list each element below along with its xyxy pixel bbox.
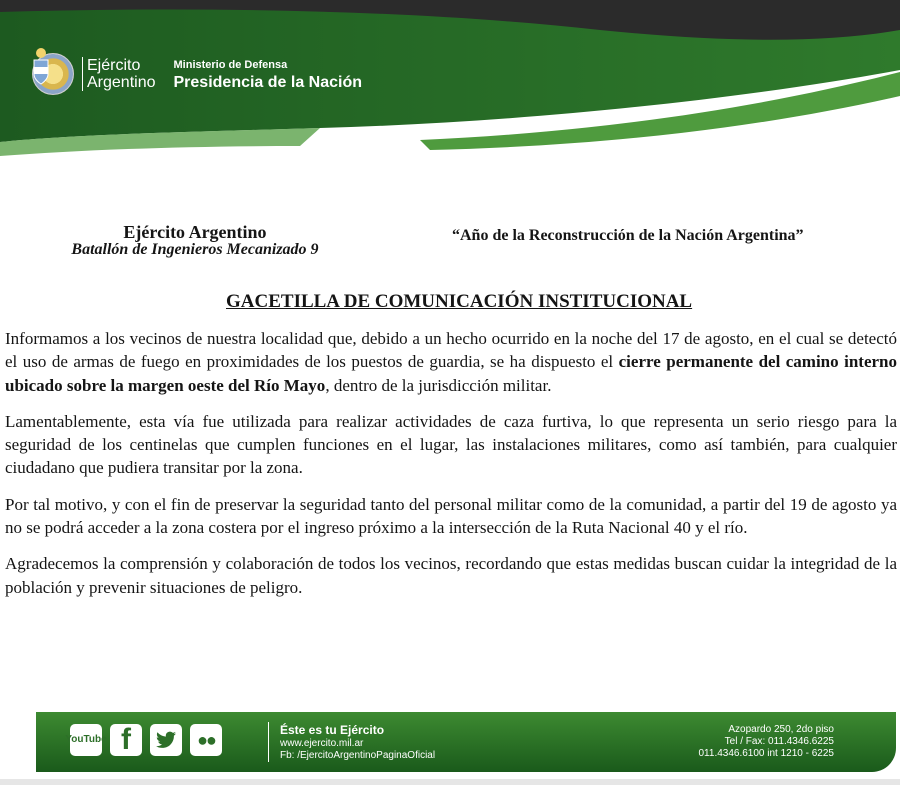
footer-address-block [699,724,835,760]
issuing-unit [50,224,340,258]
letterhead-banner [0,0,900,170]
footer-address: Azopardo 250, 2do piso [728,724,834,735]
footer-contact [280,724,435,762]
unit-subunit: Batallón de Ingenieros Mecanizado 9 [71,241,319,258]
ministry-text [174,56,363,92]
document-body [5,327,897,612]
youtube-icon-line2: Tube [83,734,107,745]
paragraph-1-text-b: , dentro de la jurisdicción militar. [325,375,552,395]
army-wordmark-line1: Ejército [87,57,141,74]
twitter-bird-icon [154,728,178,752]
footer-phone: 011.4346.6100 int 1210 - 6225 [698,748,834,759]
social-icons [65,723,222,756]
paragraph-3: Por tal motivo, y con el fin de preservar la seguridad tanto del personal militar como de la comunidad, a partir del 19 de agosto ya no se podrá acceder a la zona costera por el ingreso próximo a la intersección de la Ruta Nacional 40 y el río. [5,494,897,538]
footer-facebook-page[interactable]: Fb: /EjercitoArgentinoPaginaOficial [280,750,436,761]
twitter-icon[interactable] [150,724,182,756]
army-wordmark-line2: Argentino [87,74,156,91]
paragraph-1-text-a: Informamos a los vecinos de nuestra localidad que, debido a un hecho ocurrido en la noche del 17 de agosto, en el cual se detectó el uso de armas de fuego en proximidades de los puestos de guardia, se ha dispuesto el [5,329,897,372]
paragraph-4: Agradecemos la comprensión y colaboración de todos los vecinos, recordando que estas medidas buscan cuidar la integridad de la población y prevenir situaciones de peligro. [5,554,897,597]
national-shield-icon [32,46,50,86]
document-title: GACETILLA DE COMUNICACIÓN INSTITUCIONAL [226,291,693,312]
page-bottom-edge [0,779,900,785]
youtube-icon-line1: You [65,734,84,745]
footer-banner [36,712,896,772]
flickr-icon[interactable]: ●● [190,724,222,756]
facebook-icon[interactable]: f [110,724,142,756]
footer-divider [268,722,269,762]
paragraph-2: Lamentablemente, esta vía fue utilizada para realizar actividades de caza furtiva, lo que representa un serio riesgo para la seguridad de los centinelas que cumplen funciones en el lugar, las instalaciones militares, como así también, para cualquier ciudadano que pudiera transitar por la zona. [5,411,897,478]
paragraph-1 [5,327,897,397]
institution-logos [32,46,362,102]
footer-slogan: Éste es tu Ejército [280,723,385,737]
year-motto: “Año de la Reconstrucción de la Nación Argentina” [452,227,804,244]
presidency-name: Presidencia de la Nación [173,74,363,91]
army-wordmark [82,57,156,91]
unit-name: Ejército Argentino [123,222,267,242]
footer-tel-fax: Tel / Fax: 011.4346.6225 [724,736,834,747]
youtube-icon[interactable] [65,724,107,756]
footer-website[interactable]: www.ejercito.mil.ar [280,738,364,749]
paragraph-1-bold: cierre permanente del camino interno ubicado sobre la margen oeste del Río Mayo [5,352,897,395]
ministry-logo [168,56,363,92]
ministry-name: Ministerio de Defensa [173,59,288,71]
